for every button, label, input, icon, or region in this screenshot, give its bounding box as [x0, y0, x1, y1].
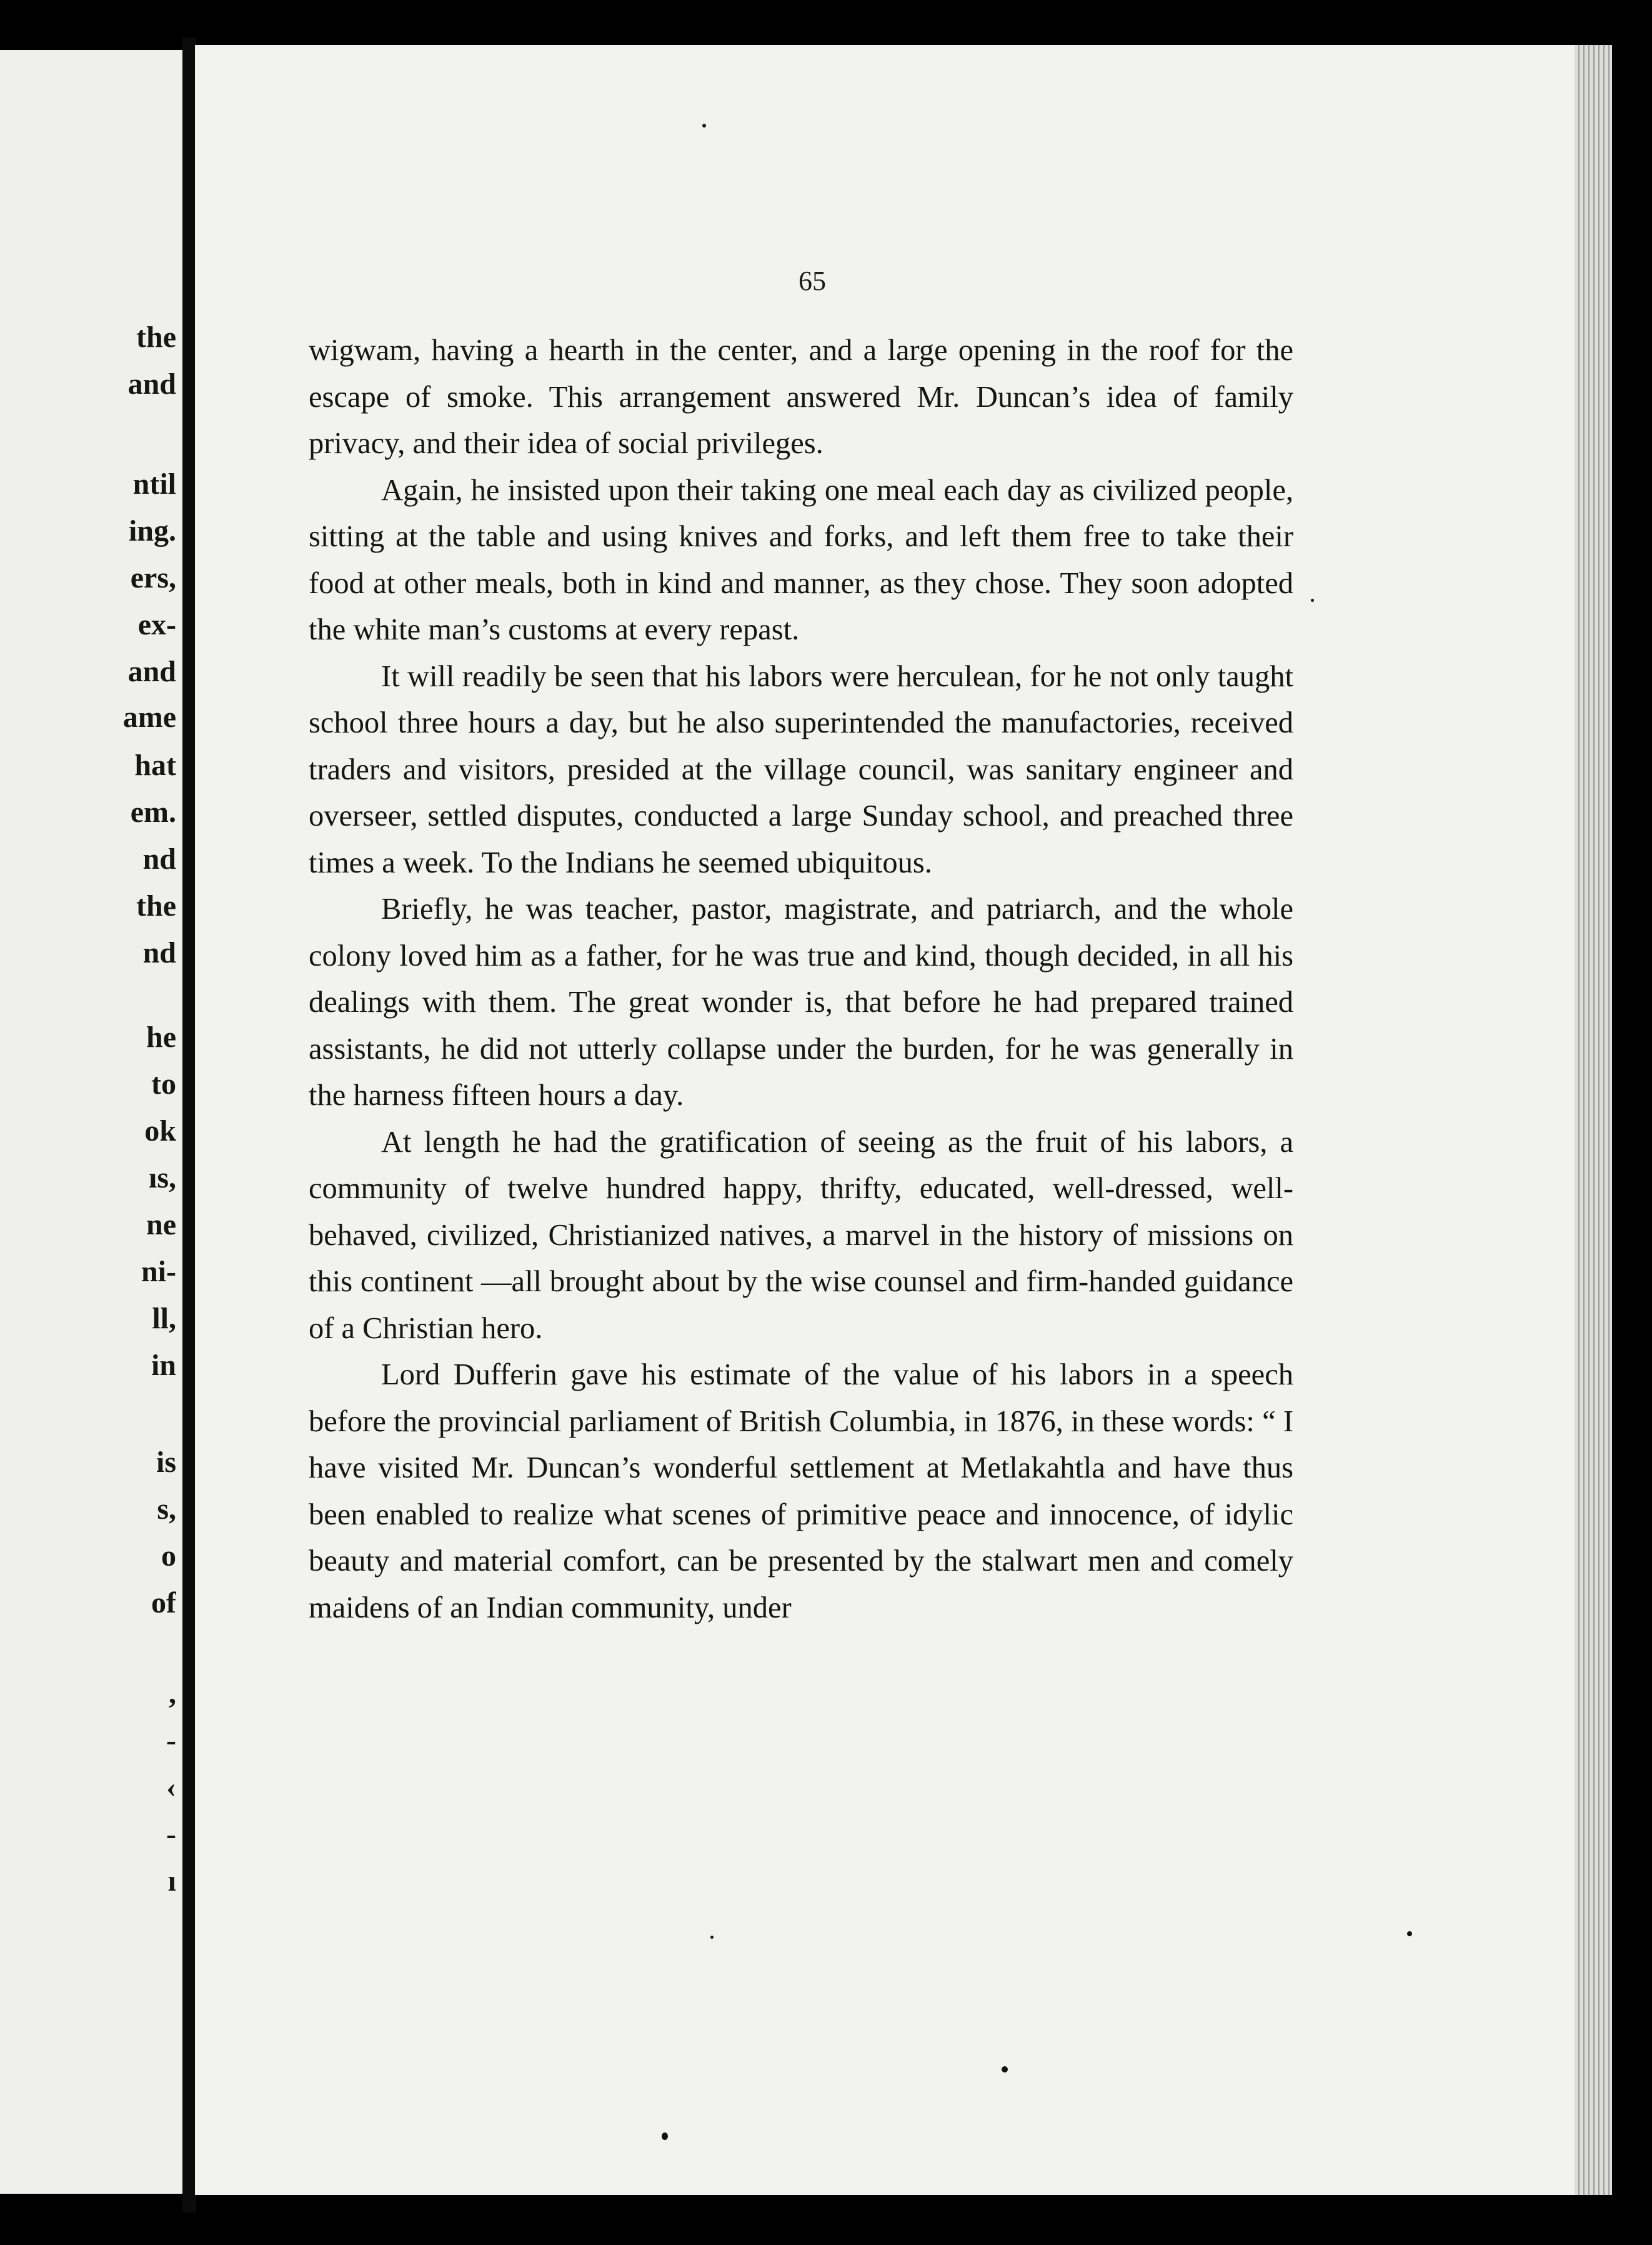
previous-page-line-fragment: , — [169, 1677, 176, 1710]
previous-page-line-fragment: ntil — [132, 468, 176, 501]
book-gutter — [182, 38, 196, 2212]
previous-page-line-fragment: ‹ — [166, 1771, 176, 1804]
previous-page-line-fragment: o — [161, 1539, 176, 1572]
paragraph: Again, he insisted upon their taking one meal each day as civilized people, sitting at the table and using knives and forks, and left them free to take their food at other meals, both in kind and manner, as they chose. They soon adopted the white man’s customs at every repast. — [309, 473, 1293, 646]
previous-page-line-fragment: nd — [142, 936, 176, 969]
previous-page-edge — [0, 50, 187, 2194]
paragraph: It will readily be seen that his labors were herculean, for he not only taught school three hours a day, but he also superintended the manufactories, received traders and visitors, presided at the village council, was sanitary engineer and overseer, settled disputes, conducted a large Sunday school, and preached three times a week. To the Indians he seemed ubiquitous. — [309, 659, 1293, 879]
previous-page-line-fragment: - — [166, 1724, 176, 1757]
paragraph: Lord Dufferin gave his estimate of the value of his labors in a speech before the provincial parliament of British Columbia, in 1876, in these words: “ I have visited Mr. Duncan’s wonderful settlement at Metlakahtla and have thus been enabled to realize what scenes of primitive peace and innocence, of idylic beauty and material comfort, can be presented by the stalwart men and comely maidens of an Indian community, under — [309, 1358, 1293, 1624]
previous-page-line-fragment: ers, — [130, 561, 176, 594]
previous-page-line-fragment: ni- — [141, 1255, 176, 1288]
previous-page-line-fragment: in — [151, 1349, 176, 1382]
previous-page-line-fragment: s, — [157, 1492, 176, 1526]
scan-speck — [1311, 599, 1314, 602]
previous-page-line-fragment: the — [136, 889, 176, 922]
previous-page-line-fragment: he — [146, 1021, 176, 1054]
scan-speck — [662, 2132, 668, 2140]
paragraph: At length he had the gratification of seeing as the fruit of his labors, a community of twelve hundred happy, thrifty, educated, well-dressed, well-behaved, civilized, Christianized natives, a marvel in the history of missions on this continent —all brought about by the wise counsel and firm-handed guidance of a Christian hero. — [309, 1125, 1293, 1345]
previous-page-line-fragment: - — [166, 1818, 176, 1851]
previous-page-line-fragment: to — [151, 1068, 176, 1101]
previous-page-line-fragment: ex- — [137, 608, 176, 641]
paragraph: Briefly, he was teacher, pastor, magistrate, and patriarch, and the whole colony loved him as a father, for he was true and kind, though decided, in all his dealings with them. The great wonder is, that before he had prepared trained assistants, he did not utterly collapse under the burden, for he was generally in the harness fifteen hours a day. — [309, 892, 1293, 1112]
previous-page-line-fragment: ne — [146, 1208, 176, 1241]
previous-page-line-fragment: ing. — [128, 514, 176, 548]
body-text — [309, 328, 1293, 1631]
paragraph: wigwam, having a hearth in the center, and a large opening in the roof for the escape of smoke. This arrangement answered Mr. Duncan’s idea of family privacy, and their idea of social privileges. — [309, 334, 1293, 460]
previous-page-line-fragment: em. — [130, 796, 176, 829]
page-number: 65 — [799, 266, 826, 296]
previous-page-line-fragment: and — [127, 655, 176, 688]
previous-page-line-fragment: ı — [167, 1864, 176, 1898]
previous-page-line-fragment: nd — [142, 842, 176, 876]
scan-speck — [1407, 1931, 1412, 1936]
previous-page-line-fragment: ll, — [152, 1302, 176, 1335]
page-stack-edge — [1575, 45, 1612, 2195]
scan-speck — [702, 124, 706, 128]
scan-speck — [710, 1936, 714, 1939]
previous-page-line-fragment: the — [136, 321, 176, 354]
previous-page-line-fragment: ame — [122, 701, 176, 734]
previous-page-line-fragment: ıs, — [148, 1161, 176, 1194]
previous-page-line-fragment: hat — [134, 749, 176, 782]
scan-speck — [1002, 2066, 1008, 2072]
previous-page-line-fragment: ok — [144, 1114, 176, 1148]
previous-page-line-fragment: is — [156, 1446, 176, 1479]
previous-page-line-fragment: and — [127, 368, 176, 401]
previous-page-line-fragment: of — [151, 1586, 176, 1619]
